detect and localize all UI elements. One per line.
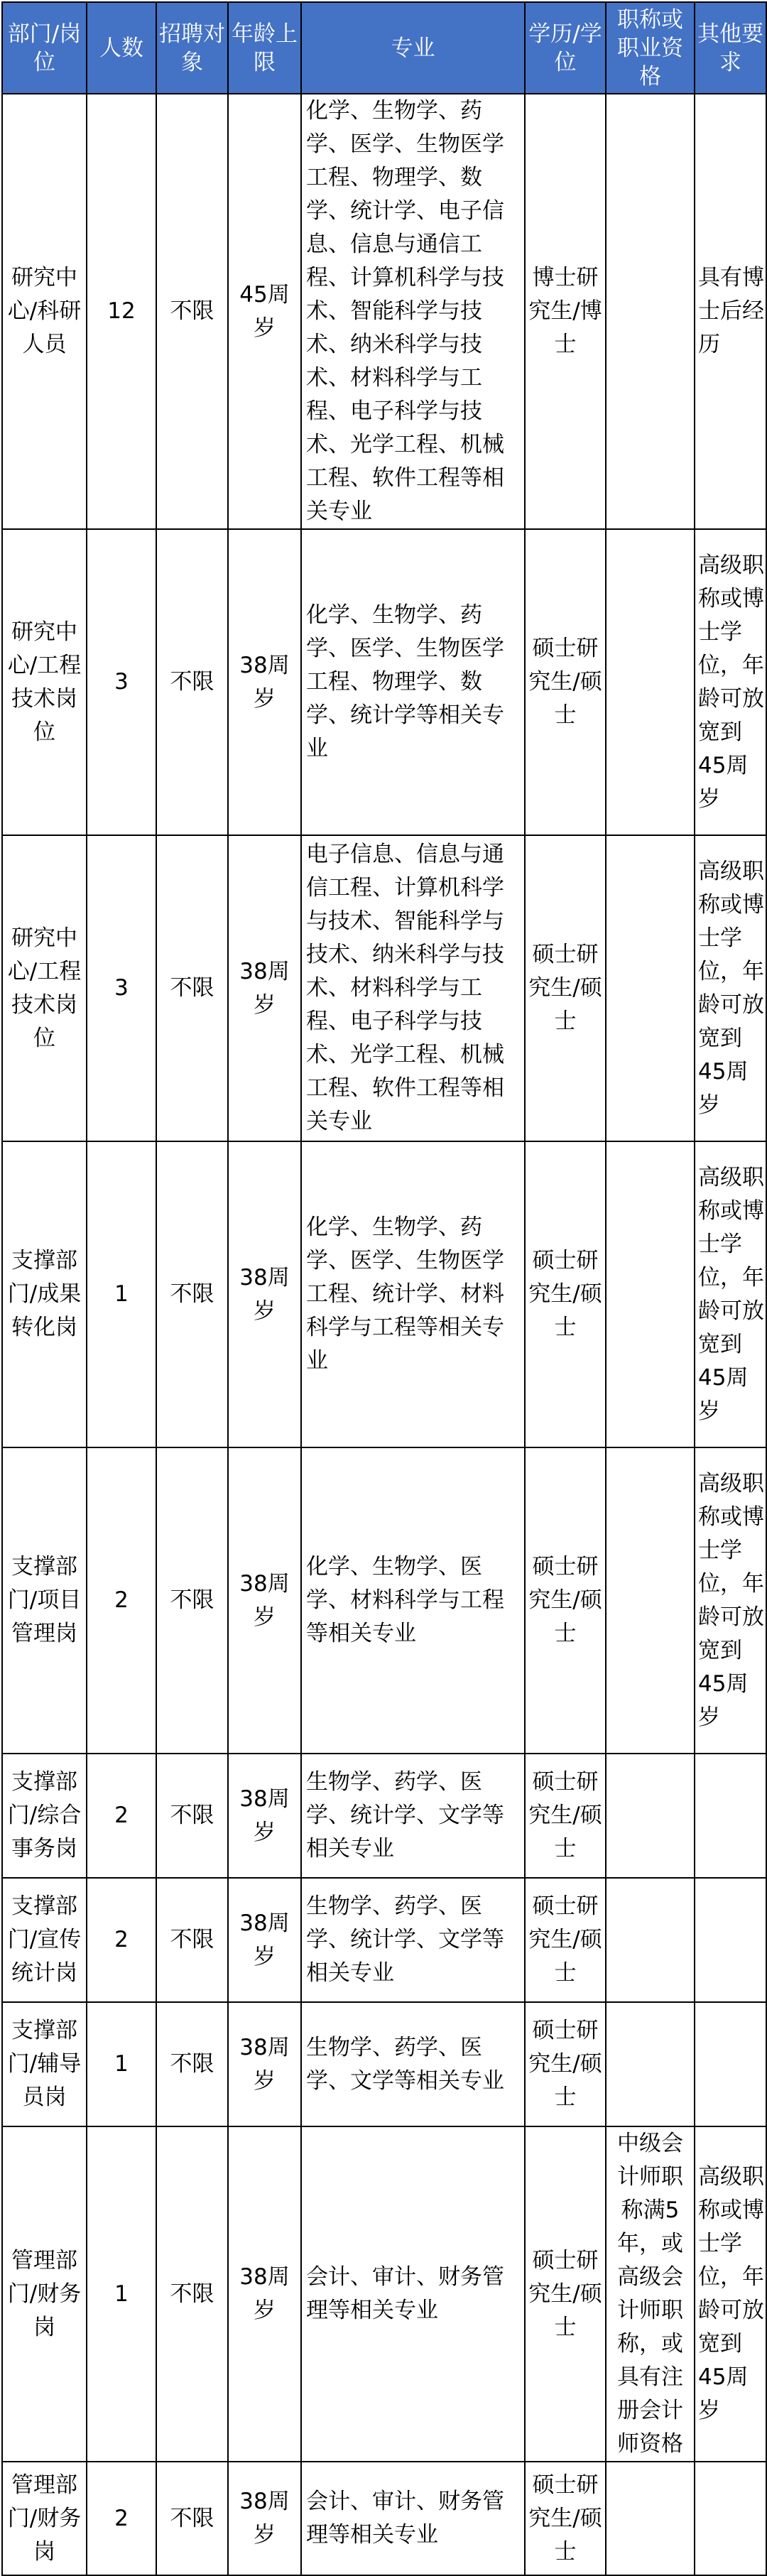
cell-age: 38周岁 xyxy=(228,529,301,835)
cell-dept: 支撑部门/辅导员岗 xyxy=(2,2002,87,2126)
cell-dept: 研究中心/工程技术岗位 xyxy=(2,835,87,1141)
cell-cert: 中级会计师职称满5年，或高级会计师职称，或具有注册会计师资格 xyxy=(606,2126,695,2462)
cell-major: 化学、生物学、药学、医学、生物医学工程、物理学、数学、统计学、电子信息、信息与通信工程、计算机科学与技术、智能科学与技术、纳米科学与技术、材料科学与工程、电子科学与技术、光学工程、机械工程、软件工程等相关专业 xyxy=(301,94,525,529)
cell-count: 2 xyxy=(87,1754,156,1878)
cell-age: 45周岁 xyxy=(228,94,301,529)
cell-other: 高级职称或博士学位，年龄可放宽到45周岁 xyxy=(695,1447,766,1754)
table-row xyxy=(2,529,766,835)
cell-count: 2 xyxy=(87,2462,156,2575)
cell-count: 3 xyxy=(87,529,156,835)
cell-target: 不限 xyxy=(156,1447,228,1754)
cell-other: 高级职称或博士学位，年龄可放宽到45周岁 xyxy=(695,2126,766,2462)
header-age: 年龄上限 xyxy=(228,2,301,94)
cell-count: 1 xyxy=(87,2002,156,2126)
cell-cert xyxy=(606,1141,695,1447)
cell-major: 化学、生物学、药学、医学、生物医学工程、物理学、数学、统计学等相关专业 xyxy=(301,529,525,835)
cell-edu: 硕士研究生/硕士 xyxy=(525,2462,606,2575)
header-dept: 部门/岗位 xyxy=(2,2,87,94)
cell-major: 化学、生物学、医学、材料科学与工程等相关专业 xyxy=(301,1447,525,1754)
header-major: 专业 xyxy=(301,2,525,94)
cell-count: 12 xyxy=(87,94,156,529)
cell-edu: 硕士研究生/硕士 xyxy=(525,1878,606,2002)
cell-target: 不限 xyxy=(156,2462,228,2575)
cell-cert xyxy=(606,2462,695,2575)
header-cert: 职称或职业资格 xyxy=(606,2,695,94)
cell-target: 不限 xyxy=(156,2002,228,2126)
cell-dept: 支撑部门/综合事务岗 xyxy=(2,1754,87,1878)
cell-other xyxy=(695,1878,766,2002)
cell-count: 2 xyxy=(87,1878,156,2002)
cell-cert xyxy=(606,1447,695,1754)
table-row xyxy=(2,2126,766,2462)
cell-target: 不限 xyxy=(156,529,228,835)
table-row xyxy=(2,1447,766,1754)
cell-age: 38周岁 xyxy=(228,2462,301,2575)
cell-target: 不限 xyxy=(156,2126,228,2462)
cell-edu: 硕士研究生/硕士 xyxy=(525,2002,606,2126)
cell-count: 3 xyxy=(87,835,156,1141)
cell-dept: 支撑部门/项目管理岗 xyxy=(2,1447,87,1754)
cell-dept: 研究中心/科研人员 xyxy=(2,94,87,529)
cell-cert xyxy=(606,1754,695,1878)
cell-dept: 支撑部门/成果转化岗 xyxy=(2,1141,87,1447)
cell-edu: 硕士研究生/硕士 xyxy=(525,529,606,835)
cell-edu: 硕士研究生/硕士 xyxy=(525,1754,606,1878)
cell-target: 不限 xyxy=(156,835,228,1141)
cell-major: 电子信息、信息与通信工程、计算机科学与技术、智能科学与技术、纳米科学与技术、材料科学与工程、电子科学与技术、光学工程、机械工程、软件工程等相关专业 xyxy=(301,835,525,1141)
cell-other xyxy=(695,2002,766,2126)
table-row xyxy=(2,1141,766,1447)
cell-cert xyxy=(606,2002,695,2126)
cell-age: 38周岁 xyxy=(228,835,301,1141)
table-row xyxy=(2,2002,766,2126)
cell-dept: 支撑部门/宣传统计岗 xyxy=(2,1878,87,2002)
cell-cert xyxy=(606,835,695,1141)
cell-age: 38周岁 xyxy=(228,2002,301,2126)
table-row xyxy=(2,94,766,529)
cell-count: 1 xyxy=(87,2126,156,2462)
cell-cert xyxy=(606,1878,695,2002)
header-row xyxy=(2,2,766,94)
cell-target: 不限 xyxy=(156,94,228,529)
table-row xyxy=(2,1754,766,1878)
cell-cert xyxy=(606,529,695,835)
cell-count: 2 xyxy=(87,1447,156,1754)
cell-age: 38周岁 xyxy=(228,1447,301,1754)
cell-dept: 管理部门/财务岗 xyxy=(2,2126,87,2462)
cell-edu: 硕士研究生/硕士 xyxy=(525,1447,606,1754)
cell-major: 会计、审计、财务管理等相关专业 xyxy=(301,2126,525,2462)
cell-major: 化学、生物学、药学、医学、生物医学工程、统计学、材料科学与工程等相关专业 xyxy=(301,1141,525,1447)
cell-major: 生物学、药学、医学、统计学、文学等相关专业 xyxy=(301,1878,525,2002)
cell-age: 38周岁 xyxy=(228,1878,301,2002)
cell-dept: 管理部门/财务岗 xyxy=(2,2462,87,2575)
cell-other: 高级职称或博士学位，年龄可放宽到45周岁 xyxy=(695,1141,766,1447)
cell-other xyxy=(695,2462,766,2575)
cell-other xyxy=(695,1754,766,1878)
cell-dept: 研究中心/工程技术岗位 xyxy=(2,529,87,835)
cell-count: 1 xyxy=(87,1141,156,1447)
cell-edu: 硕士研究生/硕士 xyxy=(525,2126,606,2462)
cell-target: 不限 xyxy=(156,1754,228,1878)
cell-other: 高级职称或博士学位，年龄可放宽到45周岁 xyxy=(695,529,766,835)
header-count: 人数 xyxy=(87,2,156,94)
table-row xyxy=(2,835,766,1141)
table-row xyxy=(2,2462,766,2575)
cell-edu: 硕士研究生/硕士 xyxy=(525,835,606,1141)
header-other: 其他要求 xyxy=(695,2,766,94)
table-row xyxy=(2,1878,766,2002)
cell-other: 具有博士后经历 xyxy=(695,94,766,529)
cell-age: 38周岁 xyxy=(228,1141,301,1447)
recruitment-table xyxy=(1,1,767,2576)
cell-major: 生物学、药学、医学、统计学、文学等相关专业 xyxy=(301,1754,525,1878)
header-edu: 学历/学位 xyxy=(525,2,606,94)
cell-major: 会计、审计、财务管理等相关专业 xyxy=(301,2462,525,2575)
header-target: 招聘对象 xyxy=(156,2,228,94)
cell-target: 不限 xyxy=(156,1878,228,2002)
cell-age: 38周岁 xyxy=(228,1754,301,1878)
cell-target: 不限 xyxy=(156,1141,228,1447)
cell-edu: 硕士研究生/硕士 xyxy=(525,1141,606,1447)
cell-other: 高级职称或博士学位，年龄可放宽到45周岁 xyxy=(695,835,766,1141)
cell-cert xyxy=(606,94,695,529)
cell-major: 生物学、药学、医学、文学等相关专业 xyxy=(301,2002,525,2126)
cell-edu: 博士研究生/博士 xyxy=(525,94,606,529)
cell-age: 38周岁 xyxy=(228,2126,301,2462)
